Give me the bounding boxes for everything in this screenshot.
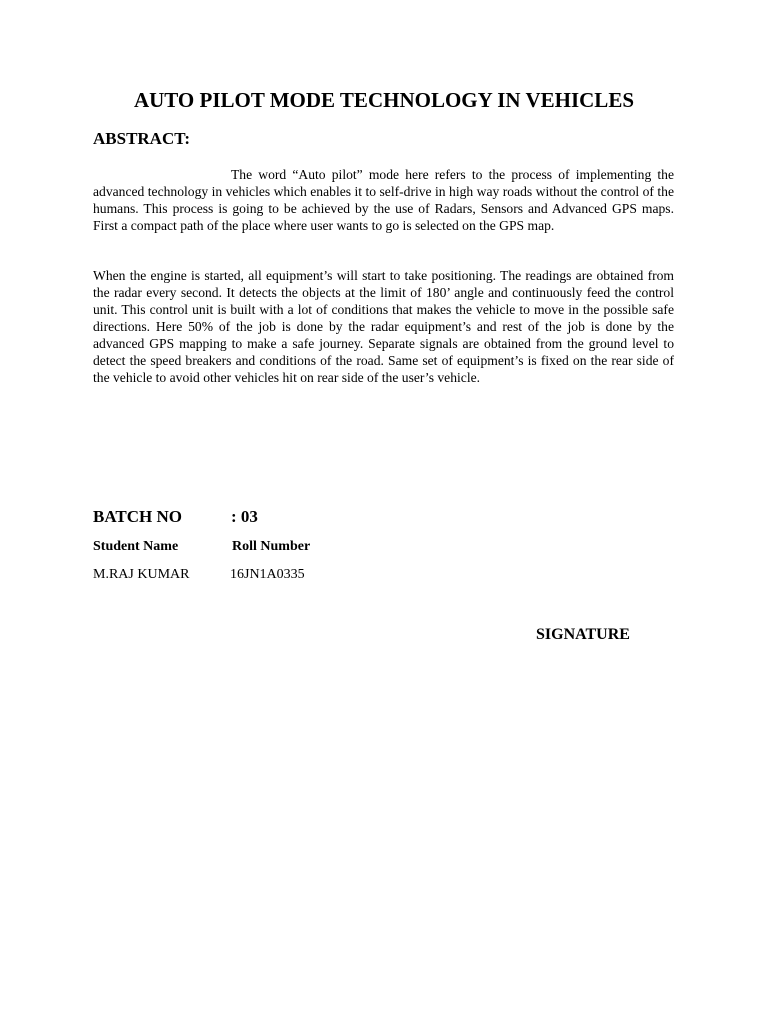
student-name-cell: M.RAJ KUMAR	[93, 567, 190, 582]
batch-number-row	[93, 506, 258, 528]
student-table-row	[93, 566, 305, 584]
batch-number-label: BATCH NO	[93, 507, 182, 526]
abstract-paragraph-1: The word “Auto pilot” mode here refers to the process of implementing the advanced technology in vehicles which enables it to self-drive in high way roads without the control of the humans. This process is going to be achieved by the use of Radars, Sensors and Advanced GPS maps. First a compact path of the place where user wants to go is selected on the GPS map.	[93, 167, 674, 233]
student-name-header: Student Name	[93, 539, 179, 554]
signature-label: SIGNATURE	[536, 626, 630, 643]
batch-number-value: : 03	[231, 507, 258, 526]
student-table-header	[93, 538, 310, 556]
roll-number-cell: 16JN1A0335	[230, 567, 305, 582]
roll-number-header: Roll Number	[232, 539, 311, 554]
abstract-heading: ABSTRACT:	[93, 129, 190, 148]
abstract-paragraph-2: When the engine is started, all equipment’s will start to take positioning. The readings are obtained from the radar every second. It detects the objects at the limit of 180’ angle and continuously feed the control unit. This control unit is built with a lot of conditions that makes the vehicle to move in the possible safe directions. Here 50% of the job is done by the radar equipment’s and rest of the job is done by the advanced GPS mapping to make a safe journey. Separate signals are obtained from the ground level to detect the speed breakers and conditions of the road. Same set of equipment’s is fixed on the rear side of the vehicle to avoid other vehicles hit on rear side of the user’s vehicle.	[93, 268, 674, 385]
page-title: AUTO PILOT MODE TECHNOLOGY IN VEHICLES	[133, 88, 635, 112]
